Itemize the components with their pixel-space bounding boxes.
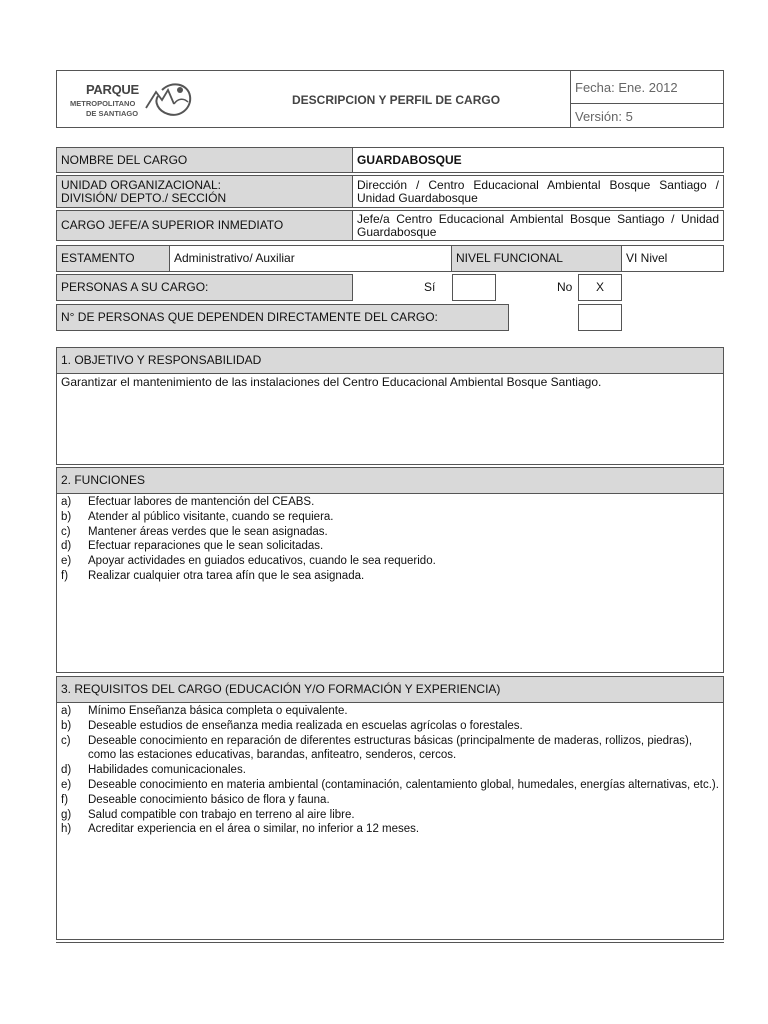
personas-a-cargo-label: PERSONAS A SU CARGO:	[56, 274, 353, 301]
list-item: d) Efectuar reparaciones que le sean solicitadas.	[61, 540, 324, 553]
jefe-superior-label: CARGO JEFE/A SUPERIOR INMEDIATO	[56, 210, 353, 241]
no-checkbox[interactable]: X	[578, 274, 622, 301]
list-item: f) Realizar cualquier otra tarea afín que le sea asignada.	[61, 569, 365, 582]
nivel-funcional-label: NIVEL FUNCIONAL	[451, 245, 622, 272]
jefe-superior-value: Jefe/a Centro Educacional Ambiental Bosque Santiago / Unidad Guardabosque	[352, 210, 724, 241]
unidad-label-line1: UNIDAD ORGANIZACIONAL:	[61, 178, 222, 192]
list-item: f) Deseable conocimiento básico de flora y fauna.	[61, 793, 330, 806]
list-item: g) Salud compatible con trabajo en terreno al aire libre.	[61, 808, 355, 821]
logo-line3: DE SANTIAGO	[86, 109, 139, 118]
mountain-tree-logo-icon	[144, 78, 196, 122]
unidad-organizacional-label	[56, 175, 353, 208]
requisitos-list	[61, 704, 719, 837]
list-item: e) Apoyar actividades en guiados educativos, cuando le sea requerido.	[61, 555, 436, 568]
logo-line2: METROPOLITANO	[70, 99, 136, 108]
estamento-label: ESTAMENTO	[56, 245, 170, 272]
list-item: c) Mantener áreas verdes que le sean asignadas.	[61, 525, 328, 538]
si-label: Sí	[424, 280, 436, 294]
nombre-cargo-label: NOMBRE DEL CARGO	[56, 147, 353, 173]
logo-line1: PARQUE	[86, 82, 139, 97]
unidad-organizacional-value: Dirección / Centro Educacional Ambiental Bosque Santiago / Unidad Guardabosque	[352, 175, 724, 208]
list-item: a) Mínimo Enseñanza básica completa o equivalente.	[61, 705, 348, 717]
estamento-value: Administrativo/ Auxiliar	[169, 245, 452, 272]
section-objetivo-body	[56, 373, 724, 465]
list-item: b) Deseable estudios de enseñanza media realizada en escuelas agrícolas o forestales.	[61, 719, 523, 732]
list-item: e) Deseable conocimiento en materia ambiental (contaminación, calentamiento global, humedales, energías alternativas, etc.).	[61, 778, 719, 791]
unidad-label-line2: DIVISIÓN/ DEPTO./ SECCIÓN	[61, 191, 227, 205]
list-item: h) Acreditar experiencia en el área o similar, no inferior a 12 meses.	[61, 823, 420, 836]
section-objetivo-title: 1. OBJETIVO Y RESPONSABILIDAD	[56, 347, 724, 374]
page-title: DESCRIPCION Y PERFIL DE CARGO	[292, 93, 501, 107]
list-item: c) Deseable conocimiento en reparación de diferentes estructuras básicas (principalmente de maderas, rollizos, piedras), como las estaciones educativas, barandas, anfiteatro, senderos, cercos.	[61, 734, 693, 762]
fecha-label: Fecha: Ene. 2012	[575, 80, 678, 95]
section-requisitos-body	[56, 702, 724, 940]
personas-dependen-label: N° DE PERSONAS QUE DEPENDEN DIRECTAMENTE DEL CARGO:	[56, 304, 509, 331]
nombre-cargo-value: GUARDABOSQUE	[352, 147, 724, 173]
objetivo-text: Garantizar el mantenimiento de las instalaciones del Centro Educacional Ambiental Bosque Santiago.	[61, 375, 602, 389]
list-item: a) Efectuar labores de mantención del CEABS.	[61, 496, 315, 508]
section-funciones-title: 2. FUNCIONES	[56, 467, 724, 494]
header-meta-divider	[570, 103, 724, 104]
version-label: Versión: 5	[575, 109, 633, 124]
si-checkbox[interactable]	[452, 274, 496, 301]
logo	[58, 72, 208, 126]
funciones-list	[61, 495, 719, 584]
no-label: No	[557, 280, 573, 294]
personas-dependen-field[interactable]	[578, 304, 622, 331]
bottom-rule	[56, 942, 724, 943]
section-funciones-body	[56, 493, 724, 673]
list-item: d) Habilidades comunicacionales.	[61, 764, 246, 777]
nivel-funcional-value: VI Nivel	[621, 245, 724, 272]
list-item: b) Atender al público visitante, cuando se requiera.	[61, 510, 334, 523]
section-requisitos-title: 3. REQUISITOS DEL CARGO (EDUCACIÓN Y/O FORMACIÓN Y EXPERIENCIA)	[56, 676, 724, 703]
